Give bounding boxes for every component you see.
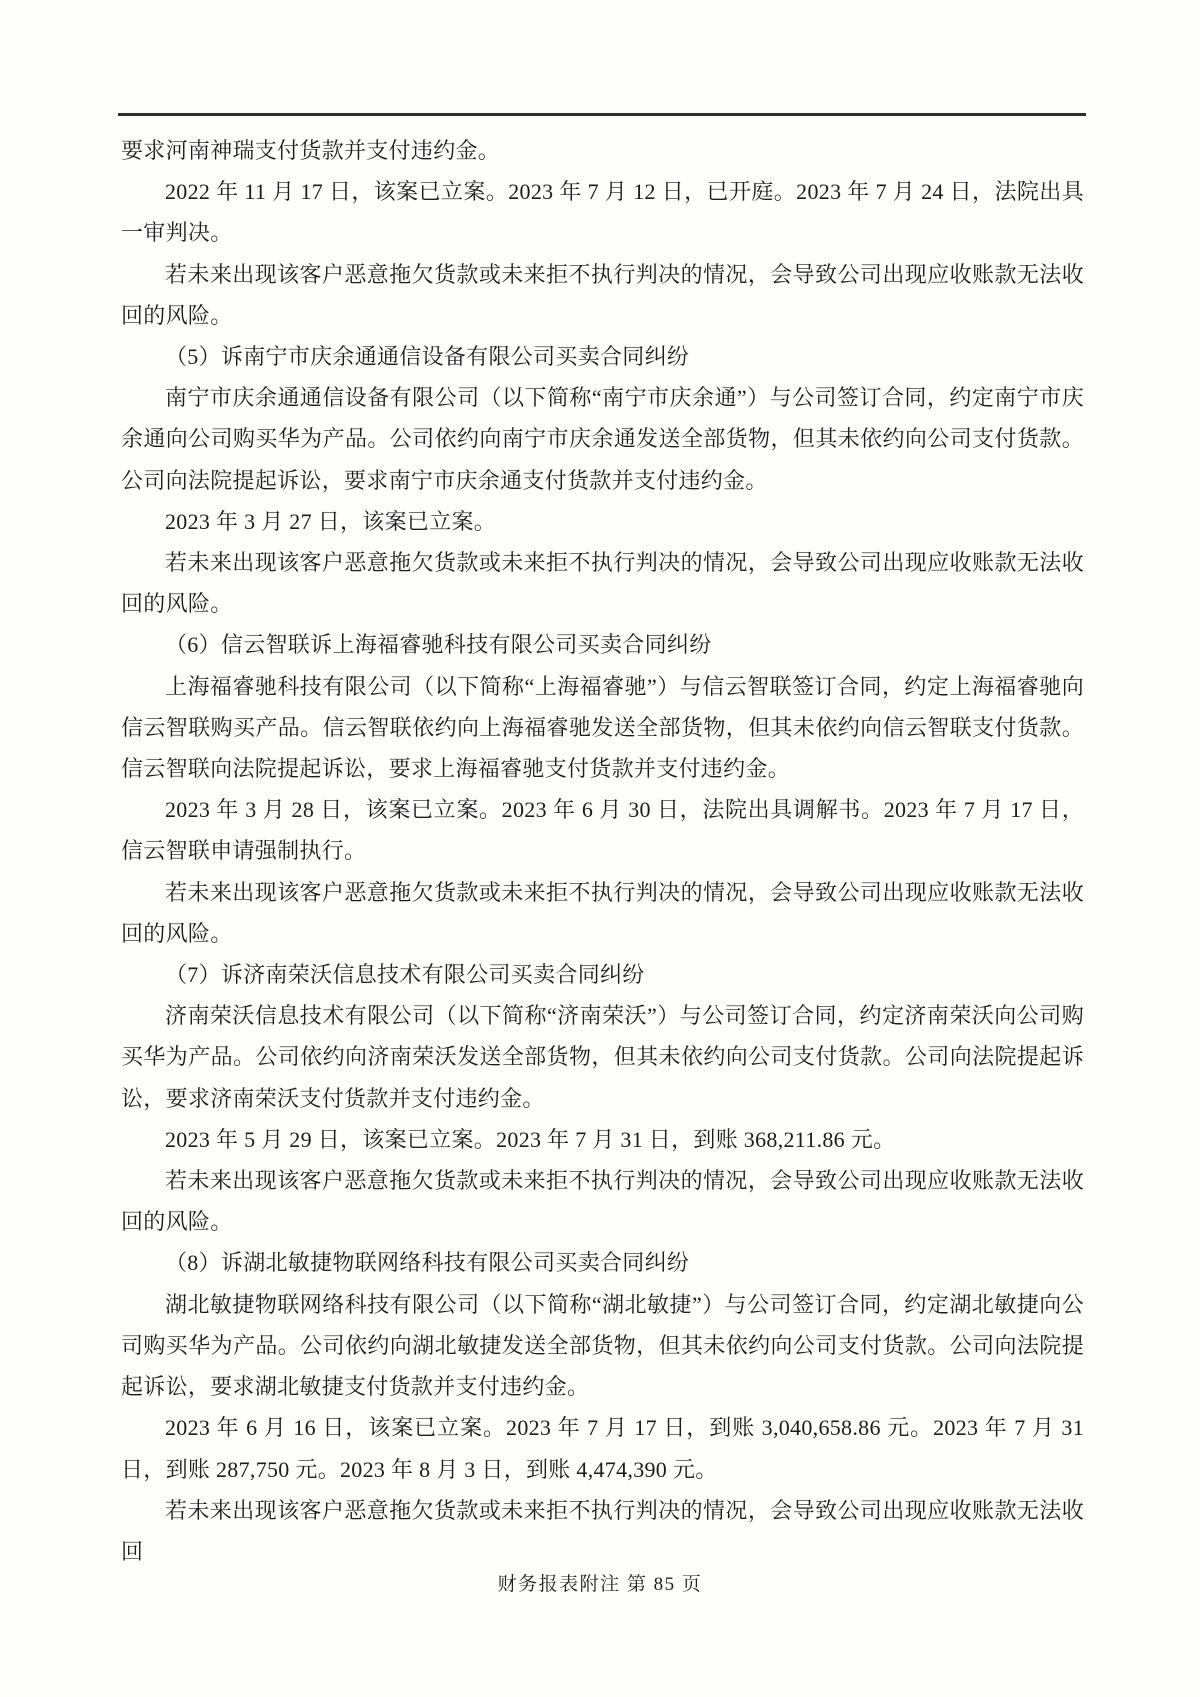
page-footer [0, 1569, 1200, 1596]
page-body [121, 130, 1084, 1572]
paragraph-case5-facts: 南宁市庆余通通信设备有限公司（以下简称“南宁市庆余通”）与公司签订合同，约定南宁市庆余通向公司购买华为产品。公司依约向南宁市庆余通发送全部货物，但其未依约向公司支付货款。公司向法院提起诉讼，要求南宁市庆余通支付货款并支付违约金。 [121, 385, 1084, 493]
paragraph-case4-risk: 若未来出现该客户恶意拖欠货款或未来拒不执行判决的情况，会导致公司出现应收账款无法收回的风险。 [121, 261, 1084, 328]
paragraph-case5-dates: 2023 年 3 月 27 日，该案已立案。 [165, 508, 497, 534]
paragraph-case8-facts: 湖北敏捷物联网络科技有限公司（以下简称“湖北敏捷”）与公司签订合同，约定湖北敏捷向公司购买华为产品。公司依约向湖北敏捷发送全部货物，但其未依约向公司支付货款。公司向法院提起诉讼，要求湖北敏捷支付货款并支付违约金。 [121, 1291, 1084, 1400]
case-heading-5: （5）诉南宁市庆余通通信设备有限公司买卖合同纠纷 [165, 344, 690, 370]
paragraph-case8-risk: 若未来出现该客户恶意拖欠货款或未来拒不执行判决的情况，会导致公司出现应收账款无法收回 [121, 1497, 1084, 1564]
paragraph-case8-dates: 2023 年 6 月 16 日，该案已立案。2023 年 7 月 17 日，到账 3,040,658.86 元。2023 年 7 月 31 日，到账 287,750 元。2023 年 8 月 3 日，到账 4,474,390 元。 [121, 1415, 1084, 1482]
case-heading-8: （8）诉湖北敏捷物联网络科技有限公司买卖合同纠纷 [165, 1250, 690, 1276]
case-heading-7: （7）诉济南荣沃信息技术有限公司买卖合同纠纷 [165, 962, 645, 988]
header-rule [118, 113, 1086, 116]
paragraph-case6-risk: 若未来出现该客户恶意拖欠货款或未来拒不执行判决的情况，会导致公司出现应收账款无法收回的风险。 [121, 879, 1084, 946]
case-heading-6: （6）信云智联诉上海福睿驰科技有限公司买卖合同纠纷 [165, 632, 712, 658]
paragraph-case7-facts: 济南荣沃信息技术有限公司（以下简称“济南荣沃”）与公司签订合同，约定济南荣沃向公司购买华为产品。公司依约向济南荣沃发送全部货物，但其未依约向公司支付货款。公司向法院提起诉讼，要求济南荣沃支付货款并支付违约金。 [121, 1003, 1084, 1111]
paragraph-case4-dates: 2022 年 11 月 17 日，该案已立案。2023 年 7 月 12 日，已开庭。2023 年 7 月 24 日，法院出具一审判决。 [121, 179, 1084, 246]
paragraph-case6-dates: 2023 年 3 月 28 日，该案已立案。2023 年 6 月 30 日，法院出具调解书。2023 年 7 月 17 日，信云智联申请强制执行。 [121, 797, 1084, 864]
paragraph-case5-risk: 若未来出现该客户恶意拖欠货款或未来拒不执行判决的情况，会导致公司出现应收账款无法收回的风险。 [121, 550, 1084, 617]
footer-text: 财务报表附注 第 85 页 [497, 1574, 703, 1595]
paragraph-case7-dates: 2023 年 5 月 29 日，该案已立案。2023 年 7 月 31 日，到账 368,211.86 元。 [165, 1126, 896, 1152]
paragraph-case6-facts: 上海福睿驰科技有限公司（以下简称“上海福睿驰”）与信云智联签订合同，约定上海福睿驰向信云智联购买产品。信云智联依约向上海福睿驰发送全部货物，但其未依约向信云智联支付货款。信云智联向法院提起诉讼，要求上海福睿驰支付货款并支付违约金。 [121, 673, 1084, 782]
paragraph-continuation: 要求河南神瑞支付货款并支付违约金。 [121, 138, 501, 163]
paragraph-case7-risk: 若未来出现该客户恶意拖欠货款或未来拒不执行判决的情况，会导致公司出现应收账款无法收回的风险。 [121, 1168, 1084, 1235]
